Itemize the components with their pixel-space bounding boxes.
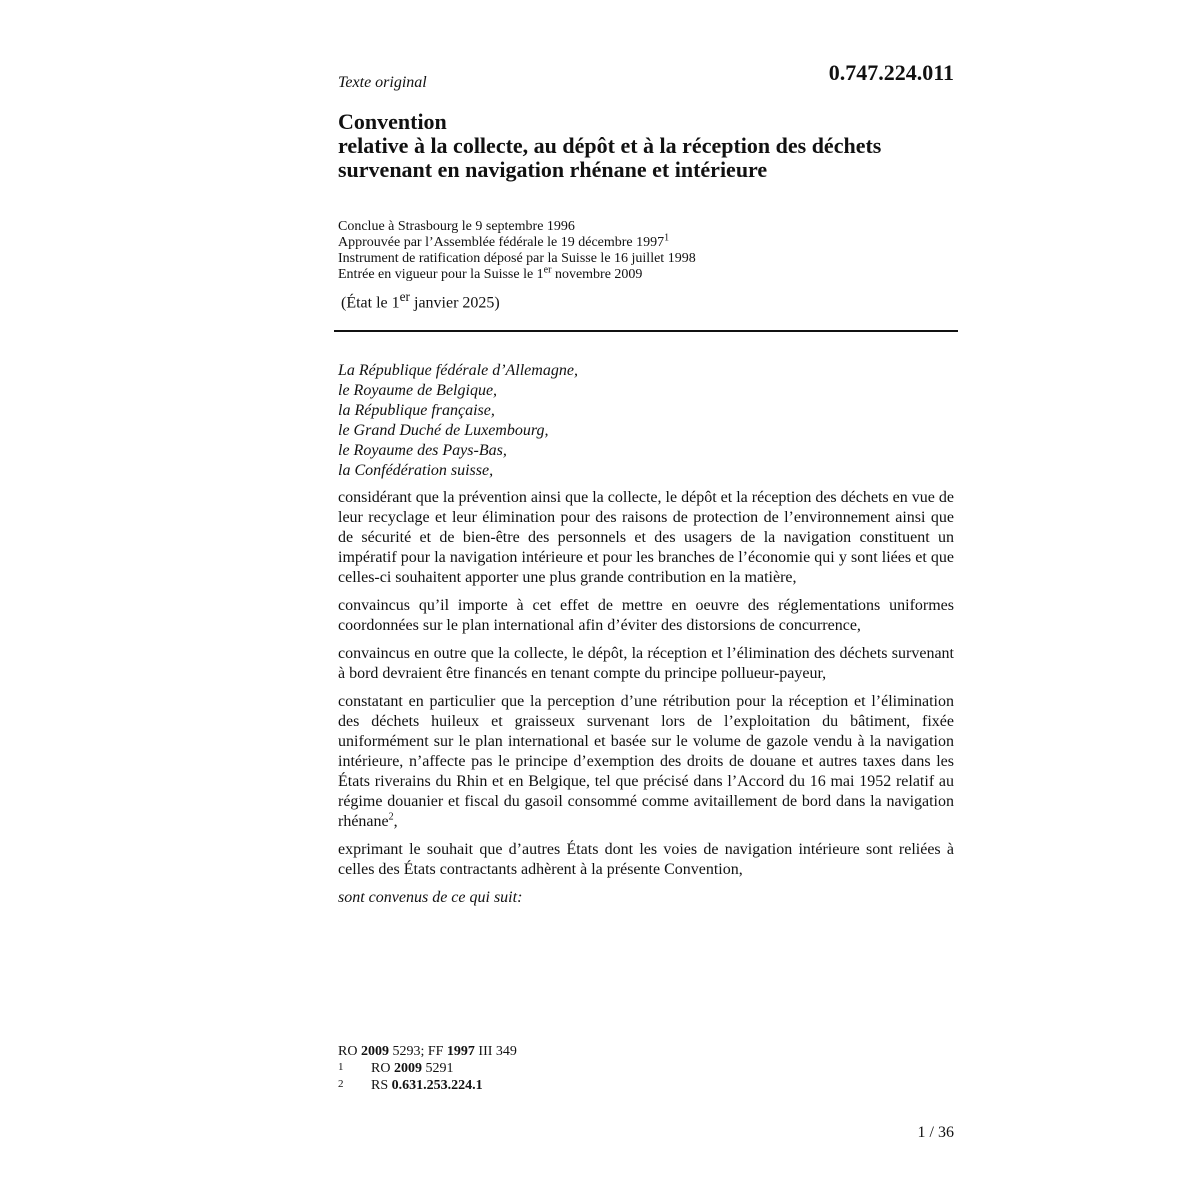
contracting-parties (338, 361, 578, 481)
preamble-paragraph-4 (338, 692, 954, 832)
page-number: 1 / 36 (917, 1124, 954, 1141)
document-title (338, 110, 958, 182)
footnotes (338, 1043, 517, 1094)
entry-suffix: novembre 2009 (551, 267, 643, 282)
source-reference (338, 1043, 517, 1060)
source-ff-page: III 349 (474, 1044, 517, 1059)
sr-number: 0.747.224.011 (828, 60, 954, 85)
preamble-body (338, 488, 954, 916)
preamble-paragraph-3: convaincus en outre que la collecte, le dépôt, la réception et l’élimination des déchets survenant à bord devraient être financés en tenant compte du principe pollueur-payeur, (338, 645, 954, 682)
source-ro-page: 5293; FF (388, 1044, 447, 1059)
entry-into-force-line (338, 264, 958, 283)
paragraph-4-end: , (393, 813, 398, 830)
concluded-line: Conclue à Strasbourg le 9 septembre 1996 (338, 219, 575, 234)
footnote-2 (338, 1077, 517, 1094)
footnote-1-year: 2009 (393, 1061, 422, 1076)
title-line-3: survenant en navigation rhénane et intérieure (338, 157, 768, 182)
footnote-ref-1[interactable]: 1 (664, 232, 670, 244)
approved-text: Approuvée par l’Assemblée fédérale le 19 décembre 1997 (338, 235, 665, 250)
paragraph-4-text: constatant en particulier que la perception d’une rétribution pour la réception et l’élimination des déchets huileux et graisseux survenant lors de l’exploitation du bâtiment, fixée uniformément sur le plan international et basée sur le volume de gazole vendu à la navigation intérieure, n’affecte pas le principe d’exemption des droits de douane et autres taxes dans les États riverains du Rhin et en Belgique, tel que précisé dans l’Accord du 16 mai 1952 relatif au régime douanier et fiscal du gasoil consommé comme avitaillement de bord dans la navigation rhénane (338, 693, 954, 830)
state-prefix: (État le 1 (341, 294, 400, 312)
preamble-paragraph-5: exprimant le souhait que d’autres États dont les voies de navigation intérieure sont reliées à celles des États contractants adhèrent à la présente Convention, (338, 841, 954, 878)
state-suffix: janvier 2025) (410, 294, 500, 312)
original-text-label: Texte original (338, 74, 427, 91)
party-item: la Confédération suisse, (338, 462, 494, 479)
ratification-line: Instrument de ratification déposé par la Suisse le 16 juillet 1998 (338, 251, 696, 266)
title-line-1: Convention (338, 109, 447, 134)
footnote-1 (338, 1060, 517, 1077)
footnote-1-prefix: RO (371, 1061, 394, 1076)
source-ro-year: 2009 (360, 1044, 389, 1059)
preamble-paragraph-2: convaincus qu’il importe à cet effet de mettre en oeuvre des réglementations uniformes coordonnées sur le plan international afin d’éviter des distorsions de concurrence, (338, 597, 954, 634)
source-ro-label: RO (338, 1044, 361, 1059)
footnote-2-prefix: RS (371, 1078, 392, 1093)
entry-prefix: Entrée en vigueur pour la Suisse le 1 (338, 267, 544, 282)
source-ff-year: 1997 (446, 1044, 475, 1059)
state-date (341, 289, 500, 312)
footnote-number: 1 (338, 1061, 344, 1073)
footnote-2-reference[interactable]: 0.631.253.224.1 (391, 1078, 483, 1093)
closing-phrase: sont convenus de ce qui suit: (338, 889, 523, 906)
entry-sup: er (543, 264, 552, 276)
party-item: le Grand Duché de Luxembourg, (338, 422, 549, 439)
approved-line (338, 232, 958, 251)
state-sup: er (399, 289, 410, 304)
footnote-1-page: 5291 (421, 1061, 454, 1076)
party-item: le Royaume de Belgique, (338, 382, 498, 399)
party-item: La République fédérale d’Allemagne, (338, 362, 578, 379)
document-metadata (338, 219, 958, 283)
footnote-number: 2 (338, 1078, 344, 1090)
party-item: le Royaume des Pays-Bas, (338, 442, 507, 459)
title-line-2: relative à la collecte, au dépôt et à la réception des déchets (338, 133, 882, 158)
footnote-ref-2[interactable]: 2 (388, 811, 394, 823)
header-divider (334, 330, 958, 332)
preamble-paragraph-1: considérant que la prévention ainsi que la collecte, le dépôt et la réception des déchets en vue de leur recyclage et leur élimination pour des raisons de protection de l’environnement ainsi que de sécurité et de bien-être des personnels et des usagers de la navigation constituent un impératif pour la navigation intérieure et pour les branches de l’économie qui y sont liées et que celles-ci souhaitent apporter une plus grande contribution en la matière, (338, 489, 954, 586)
party-item: la République française, (338, 402, 495, 419)
